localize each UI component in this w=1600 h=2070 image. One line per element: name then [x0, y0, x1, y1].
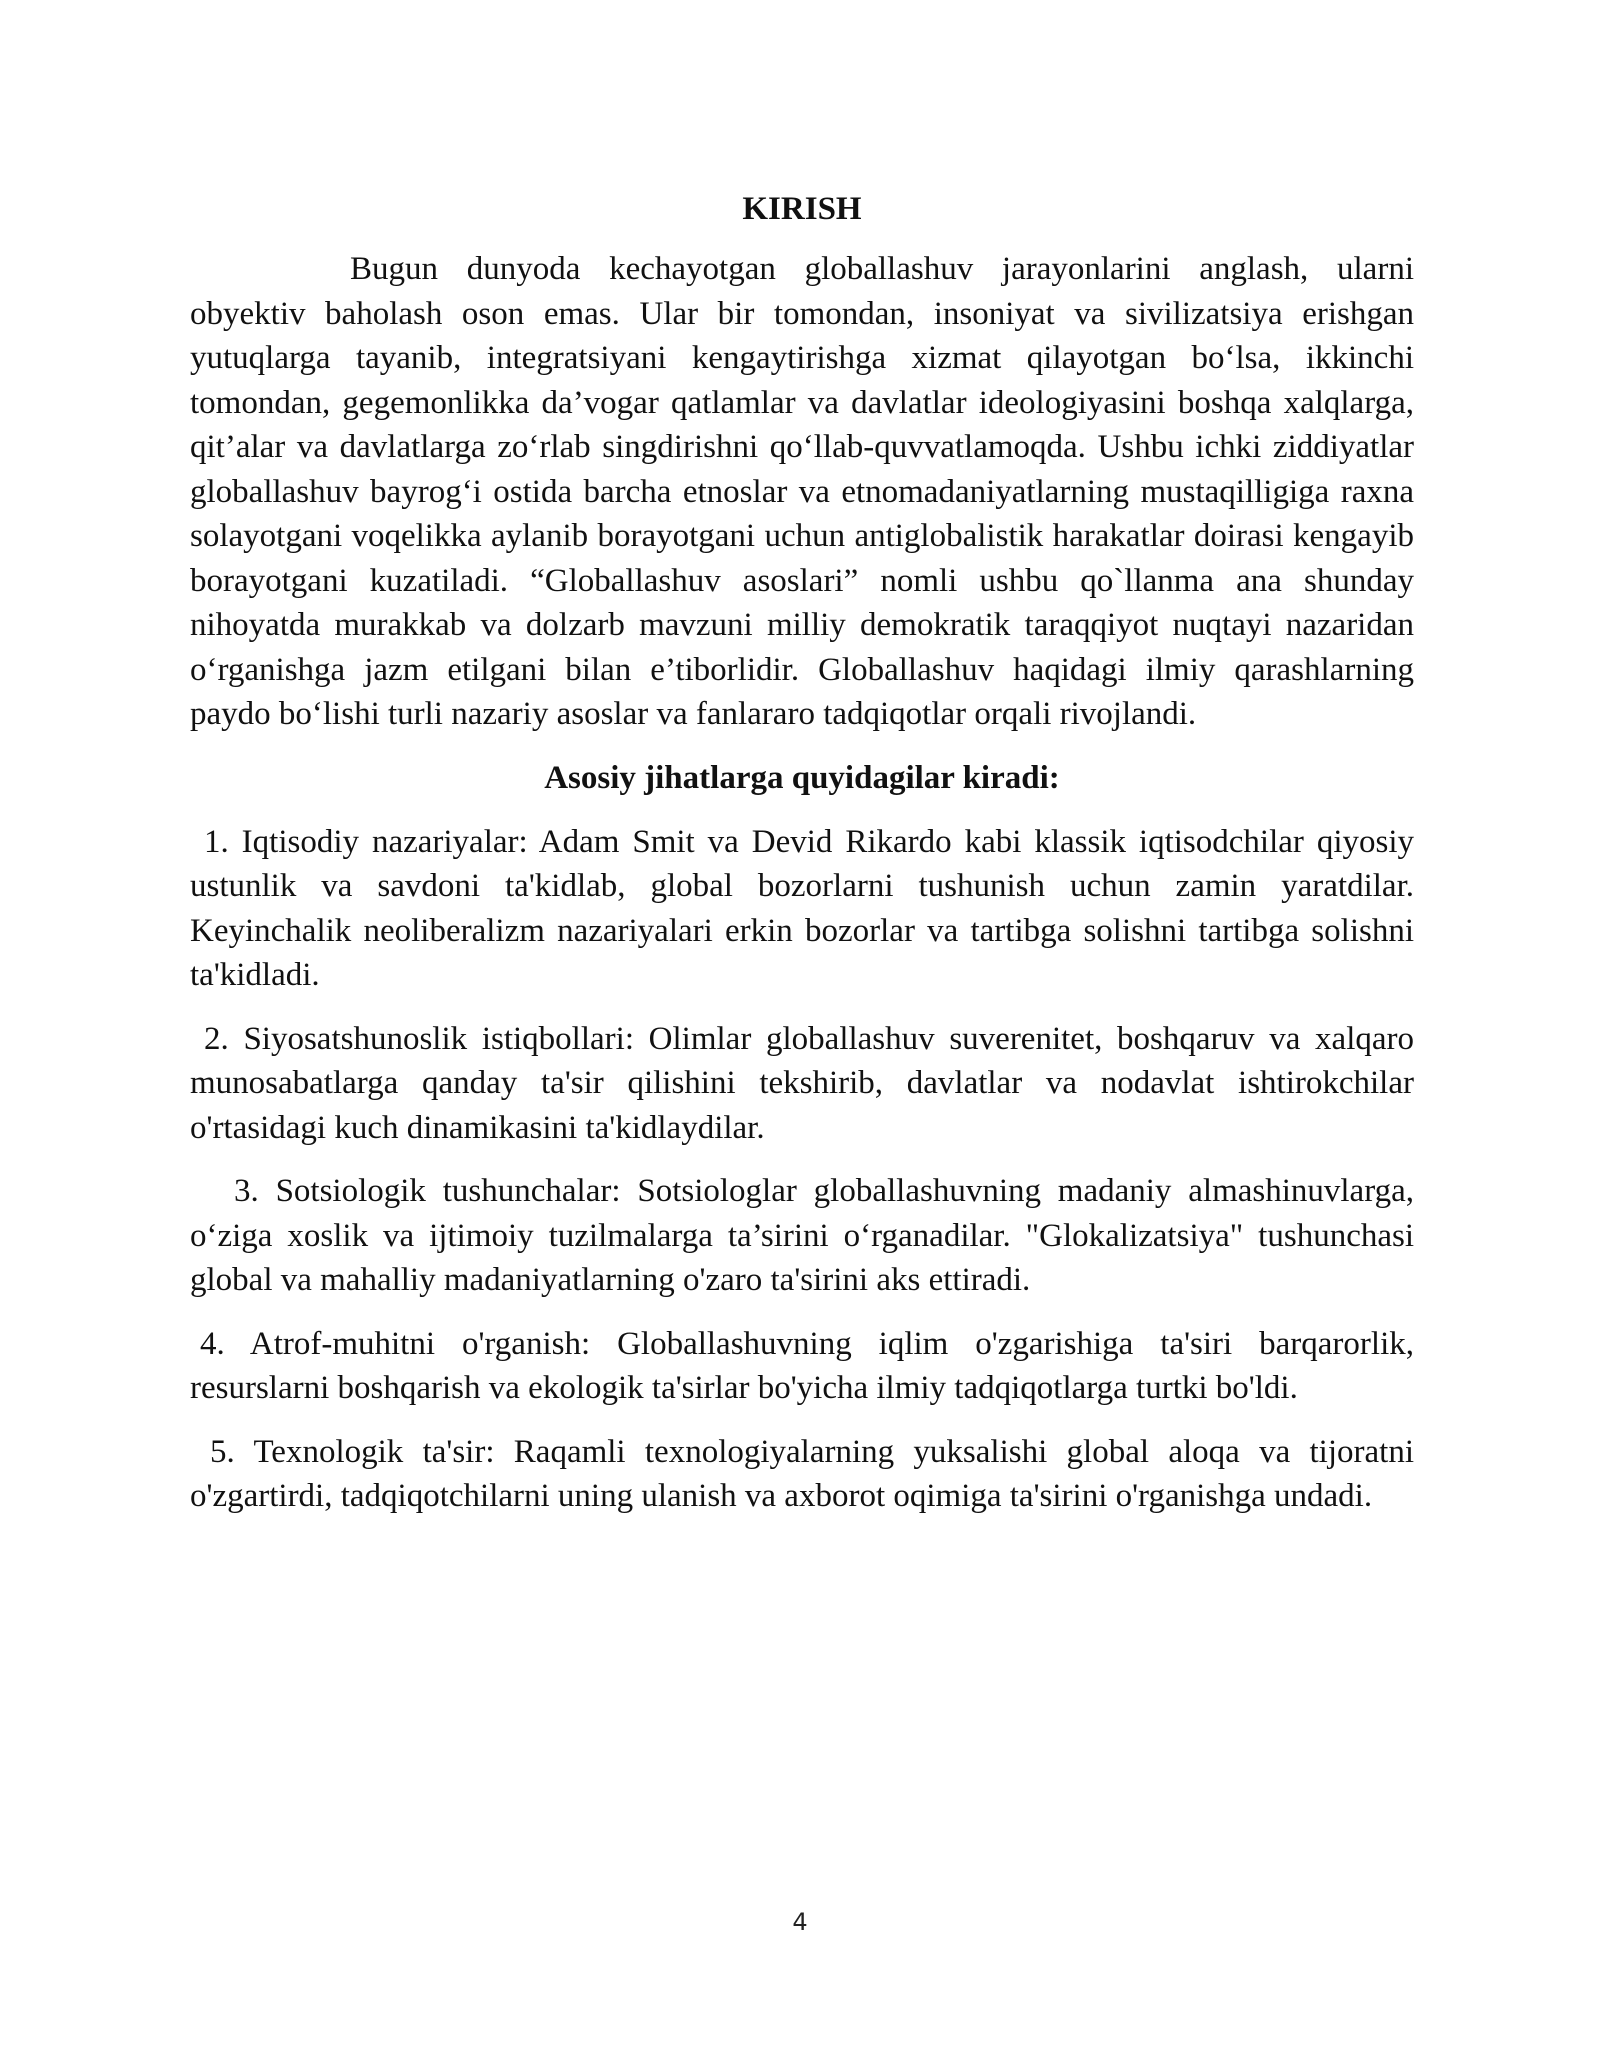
list-item-environmental-studies: 4. Atrof-muhitni o'rganish: Globallashuvning iqlim o'zgarishiga ta'siri barqarorlik, resurslarni boshqarish va ekologik ta'sirlar bo'yicha ilmiy tadqiqotlarga turtki bo'ldi. — [190, 1325, 1414, 1406]
intro-paragraph: Bugun dunyoda kechayotgan globallashuv jarayonlarini anglash, ularni obyektiv baholash oson emas. Ular bir tomondan, insoniyat va sivilizatsiya erishgan yutuqlarga tayanib, integratsiyani kengaytirishga xizmat qilayotgan bo‘lsa, ikkinchi tomondan, gegemonlikka da’vogar qatlamlar va davlatlar ideologiyasini boshqa xalqlarga, qit’alar va davlatlarga zo‘rlab singdirishni qo‘llab-quvvatlamoqda. Ushbu ichki ziddiyatlar globallashuv bayrog‘i ostida barcha etnoslar va etnomadaniyatlarning mustaqilligiga raxna solayotgani voqelikka aylanib borayotgani uchun antiglobalistik harakatlar doirasi kengayib borayotgani kuzatiladi. “Globallashuv asoslari” nomli ushbu qo`llanma ana shunday nihoyatda murakkab va dolzarb mavzuni milliy demokratik taraqqiyot nuqtayi nazaridan o‘rganishga jazm etilgani bilan e’tiborlidir. Globallashuv haqidagi ilmiy qarashlarning paydo bo‘lishi turli nazariy asoslar va fanlararo tadqiqotlar orqali rivojlandi. — [190, 251, 1414, 732]
section-subtitle: Asosiy jihatlarga quyidagilar kiradi: — [544, 759, 1060, 796]
page-number: 4 — [792, 1908, 808, 1936]
list-item-political-science: 2. Siyosatshunoslik istiqbollari: Olimlar globallashuv suverenitet, boshqaruv va xalqaro munosabatlarga qanday ta'sir qilishini tekshirib, davlatlar va nodavlat ishtirokchilar o'rtasidagi kuch dinamikasini ta'kidlaydilar. — [190, 1020, 1414, 1146]
list-item-economic-theories: 1. Iqtisodiy nazariyalar: Adam Smit va Devid Rikardo kabi klassik iqtisodchilar qiyosiy ustunlik va savdoni ta'kidlab, global bozorlarni tushunish uchun zamin yaratdilar. Keyinchalik neoliberalizm nazariyalari erkin bozorlar va tartibga solishni tartibga solishni ta'kidladi. — [190, 823, 1414, 993]
list-item-technological-impact: 5. Texnologik ta'sir: Raqamli texnologiyalarning yuksalishi global aloqa va tijoratni o'zgartirdi, tadqiqotchilarni uning ulanish va axborot oqimiga ta'sirini o'rganishga undadi. — [190, 1433, 1414, 1514]
list-item-sociological-concepts: 3. Sotsiologik tushunchalar: Sotsiologlar globallashuvning madaniy almashinuvlarga, o‘ziga xoslik va ijtimoiy tuzilmalarga ta’sirini o‘rganadilar. "Glokalizatsiya" tushunchasi global va mahalliy madaniyatlarning o'zaro ta'sirini aks ettiradi. — [190, 1173, 1414, 1298]
page-content — [190, 186, 1414, 1538]
page-title: KIRISH — [742, 191, 862, 227]
